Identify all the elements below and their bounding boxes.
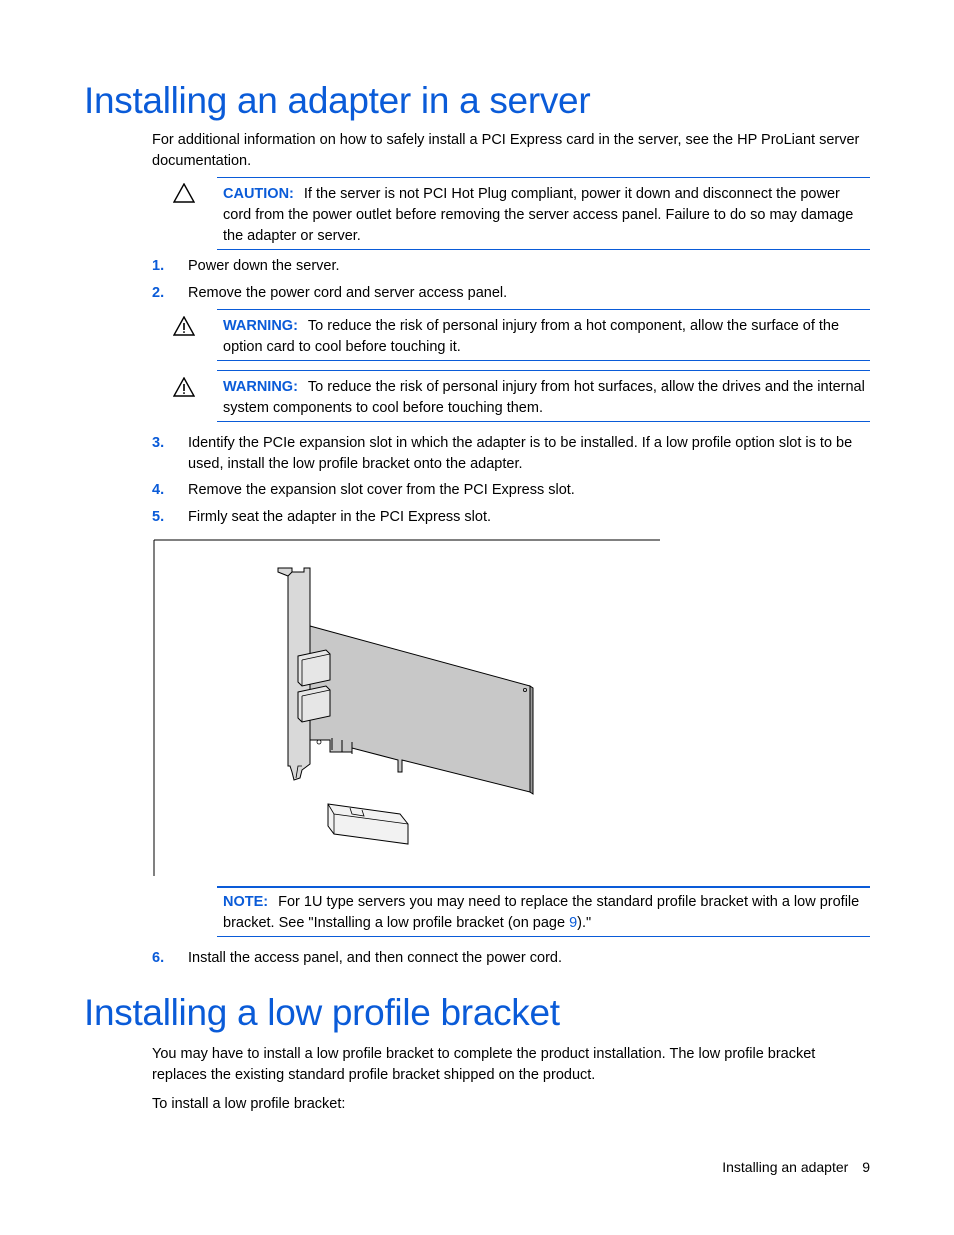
page-title: Installing an adapter in a server	[84, 80, 591, 121]
warning-text: To reduce the risk of personal injury from a hot component, allow the surface of the option card to cool before touching it.	[223, 318, 840, 355]
step-text: Install the access panel, and then connect the power cord.	[188, 950, 563, 966]
note-notice	[217, 886, 870, 937]
caution-icon	[173, 183, 195, 203]
warning-notice-1	[217, 309, 870, 361]
step-number: 5.	[152, 509, 165, 525]
note-text: For 1U type servers you may need to replace the standard profile bracket with a low profile bracket. See "Installing a low profile bracket (on page	[223, 894, 860, 931]
section-title: Installing a low profile bracket	[84, 992, 560, 1033]
port-lower	[298, 686, 330, 722]
warning-icon	[173, 377, 195, 397]
warning-notice-2	[217, 370, 870, 422]
page-footer	[722, 1157, 870, 1178]
page-link[interactable]: 9	[569, 915, 578, 931]
section2-lead: To install a low profile bracket:	[152, 1096, 346, 1112]
caution-text: If the server is not PCI Hot Plug compliant, power it down and disconnect the power cord from the power outlet before removing the server access panel. Failure to do so may damage the adapter or server.	[223, 186, 854, 244]
note-label: NOTE:	[223, 894, 269, 910]
step-number: 1.	[152, 258, 165, 274]
step-text: Firmly seat the adapter in the PCI Express slot.	[188, 509, 492, 525]
step-number: 6.	[152, 950, 165, 966]
caution-notice	[217, 177, 870, 250]
warning-label: WARNING:	[223, 379, 298, 395]
step-number: 4.	[152, 482, 165, 498]
step-text: Remove the expansion slot cover from the PCI Express slot.	[188, 482, 575, 498]
note-text-end: )."	[577, 915, 592, 931]
step-text: Identify the PCIe expansion slot in which the adapter is to be installed. If a low profile option slot is to be used, install the low profile bracket onto the adapter.	[188, 435, 853, 472]
step-number: 2.	[152, 285, 165, 301]
footer-section: Installing an adapter	[722, 1159, 849, 1175]
warning-label: WARNING:	[223, 318, 298, 334]
step-text: Power down the server.	[188, 258, 340, 274]
pci-express-slot	[328, 804, 408, 844]
port-upper	[298, 650, 330, 686]
warning-text: To reduce the risk of personal injury from hot surfaces, allow the drives and the internal system components to cool before touching them.	[223, 379, 865, 416]
section2-intro: You may have to install a low profile bracket to complete the product installation. The low profile bracket replaces the existing standard profile bracket shipped on the product.	[152, 1046, 816, 1083]
adapter-board	[310, 626, 530, 792]
warning-icon	[173, 316, 195, 336]
adapter-illustration	[152, 538, 664, 878]
footer-page-number: 9	[862, 1159, 870, 1175]
step-number: 3.	[152, 435, 165, 451]
caution-label: CAUTION:	[223, 186, 294, 202]
step-text: Remove the power cord and server access panel.	[188, 285, 508, 301]
intro-paragraph: For additional information on how to safely install a PCI Express card in the server, see the HP ProLiant server documentation.	[152, 132, 860, 169]
